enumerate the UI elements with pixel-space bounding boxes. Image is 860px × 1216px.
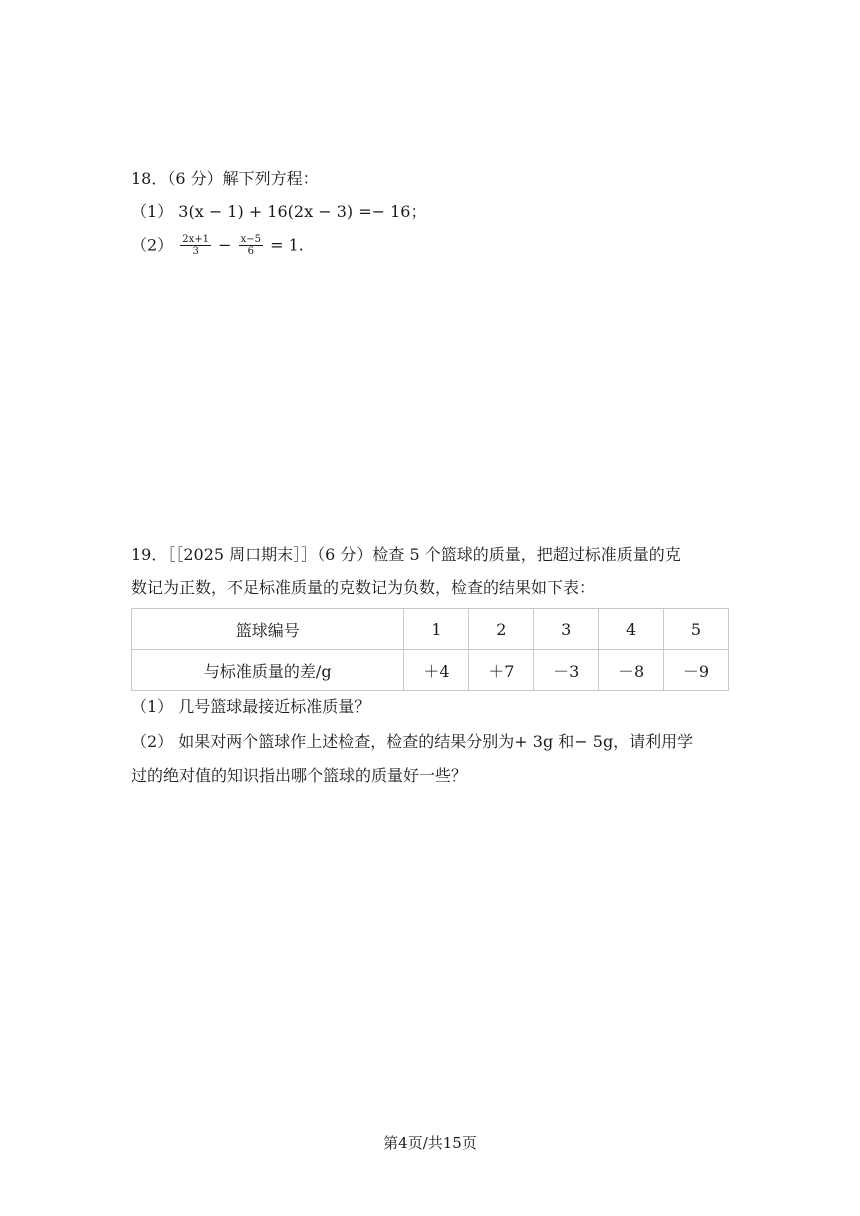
table-cell: －9 xyxy=(664,650,729,691)
q19-line2: 数记为正数，不足标准质量的克数记为负数，检查的结果如下表： xyxy=(131,578,596,597)
fraction-1-denominator: 3 xyxy=(180,245,211,257)
fraction-1-numerator: 2x+1 xyxy=(182,234,210,245)
q19-part1: （1） 几号篮球最接近标准质量？ xyxy=(131,697,371,716)
table-cell: －3 xyxy=(534,650,599,691)
table-cell: ＋7 xyxy=(469,650,534,691)
fraction-2-numerator: x−5 xyxy=(240,234,262,245)
table-cell: －8 xyxy=(599,650,664,691)
q19-part2-line1: （2） 如果对两个篮球作上述检查，检查的结果分别为+ 3g 和− 5g，请利用学 xyxy=(131,732,694,751)
table-cell: 5 xyxy=(664,609,729,650)
minus-sign: − xyxy=(218,235,232,255)
page-number: 第4页/共15页 xyxy=(383,1134,477,1152)
table-cell: 3 xyxy=(534,609,599,650)
q18-part1-equation: 3(x − 1) + 16(2x − 3) =− 16； xyxy=(178,202,427,221)
basketball-table xyxy=(131,608,729,691)
q18-part2 xyxy=(131,230,304,261)
q18-part1 xyxy=(131,199,426,222)
fraction-2 xyxy=(239,234,263,257)
table-row xyxy=(132,609,729,650)
table-cell: 4 xyxy=(599,609,664,650)
q19-line1: 19．［［2025 周口期末］］（6 分）检查 5 个篮球的质量，把超过标准质量的克 xyxy=(131,545,681,564)
q18-part1-label: （1） xyxy=(131,202,174,221)
table-header-id: 篮球编号 xyxy=(132,609,404,650)
table-cell: ＋4 xyxy=(404,650,469,691)
q19-part2-line2: 过的绝对值的知识指出哪个篮球的质量好一些？ xyxy=(131,766,468,785)
table-cell: 1 xyxy=(404,609,469,650)
q18-part2-label: （2） xyxy=(131,235,174,255)
table-header-diff: 与标准质量的差/g xyxy=(132,650,404,691)
fraction-2-denominator: 6 xyxy=(239,245,263,257)
table-cell: 2 xyxy=(469,609,534,650)
fraction-1 xyxy=(180,234,211,257)
table-row xyxy=(132,650,729,691)
equation-rhs: = 1. xyxy=(270,235,304,255)
q18-title: 18．（6 分）解下列方程： xyxy=(131,169,319,188)
